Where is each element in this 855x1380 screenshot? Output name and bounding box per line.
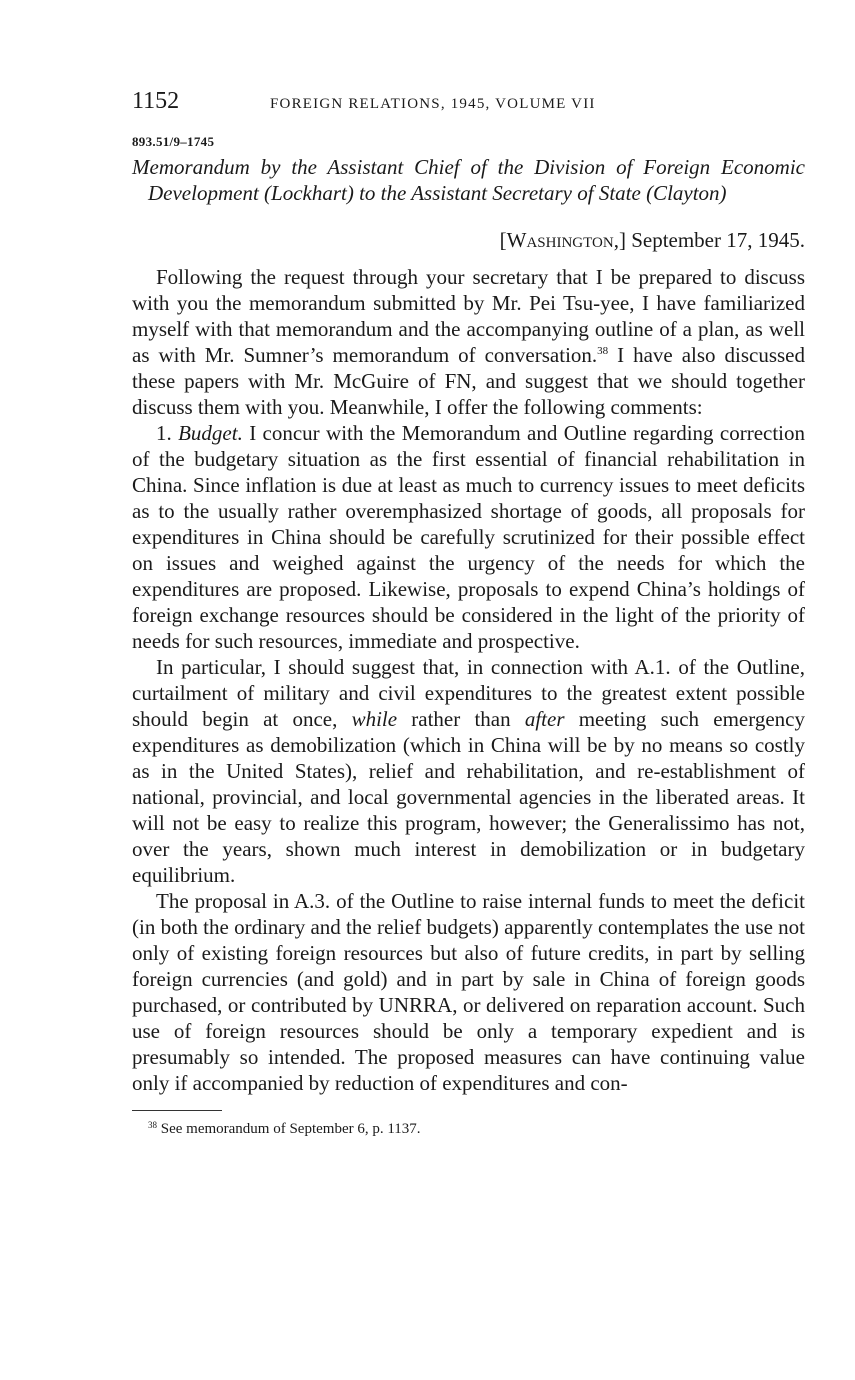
emphasis-after: after xyxy=(524,707,565,731)
emphasis-while: while xyxy=(351,707,398,731)
section-heading: Budget. xyxy=(178,421,243,445)
dateline-open: [ xyxy=(499,228,507,252)
footnote-number: 38 xyxy=(148,1120,157,1130)
dateline-date: ,] September 17, 1945. xyxy=(613,228,805,252)
footnote-reference: 38 xyxy=(597,345,609,357)
footnote-text: See memorandum of September 6, p. 1137. xyxy=(157,1121,421,1137)
paragraph-budget-text: I concur with the Memorandum and Outline regarding correction of the budgetary situation as the first essential of financial rehabilitation in China. Since inflation is due at least as much to currency issues to meet deficits as to the usually rather overemphasized shortage of goods, all proposals for expenditures in China should be carefully scrutinized for their possible effect on issues and weighed against the urgency of the needs for which the expenditures are proposed. Likewise, proposals to expend China’s holdings of foreign exchange resources should be considered in the light of the priority of needs for such resources, immediate and prospective. xyxy=(132,421,806,653)
page-number: 1152 xyxy=(132,88,180,114)
paragraph-budget xyxy=(132,420,805,654)
dateline xyxy=(132,228,805,262)
document-title: Memorandum by the Assistant Chief of the Division of Foreign Economic Development (Lockhart) to the Assistant Secretary of State (Clayton) xyxy=(132,155,805,205)
footnote-divider xyxy=(132,1110,222,1111)
paragraph-1-text-a: Following the request through your secretary that I be prepared to discuss with you the memorandum submitted by Mr. Pei Tsu-yee, I have familiarized myself with that memorandum and the accompanying outline of a plan, as well as with Mr. Sumner’s memorandum of conversation. xyxy=(132,265,805,367)
paragraph-1-text-b: I have also discussed these papers with Mr. McGuire of FN, and suggest that we should together discuss them with you. Meanwhile, I offer the following comments: xyxy=(132,343,805,419)
paragraph-1 xyxy=(132,264,805,420)
paragraph-3-text-c: meeting such emergency expenditures as demobilization (which in China will be by no means so costly as in the United States), relief and rehabilitation, and re-establishment of national, provincial, and local governmental agencies in the liberated areas. It will not be easy to realize this program, however; the Generalissimo has not, over the years, shown much interest in demobilization or in budgetary equilibrium. xyxy=(132,707,806,887)
running-header xyxy=(132,88,805,122)
document-page xyxy=(132,88,805,1138)
paragraph-4: The proposal in A.3. of the Outline to raise internal funds to meet the deficit (in both the ordinary and the relief budgets) apparently contemplates the use not only of existing foreign resources but also of future credits, in part by selling foreign currencies (and gold) and in part by sale in China of foreign goods purchased, or contributed by UNRRA, or delivered on reparation account. Such use of foreign resources should be only a temporary expedient and is presumably so intended. The proposed measures can have continuing value only if accompanied by reduction of expenditures and con- xyxy=(132,889,805,1095)
paragraph-3 xyxy=(132,654,805,888)
paragraph-3-text-b: rather than xyxy=(397,707,525,731)
footnote xyxy=(132,1121,805,1138)
section-number: 1. xyxy=(156,421,179,445)
paragraph-3-text-a: In particular, I should suggest that, in connection with A.1. of the Outline, curtailment of military and civil expenditures to the greatest extent possible should begin at once, xyxy=(132,655,805,731)
dateline-place: Washington xyxy=(506,228,614,252)
running-title: FOREIGN RELATIONS, 1945, VOLUME VII xyxy=(270,96,596,112)
file-number: 893.51/9–1745 xyxy=(132,134,215,149)
